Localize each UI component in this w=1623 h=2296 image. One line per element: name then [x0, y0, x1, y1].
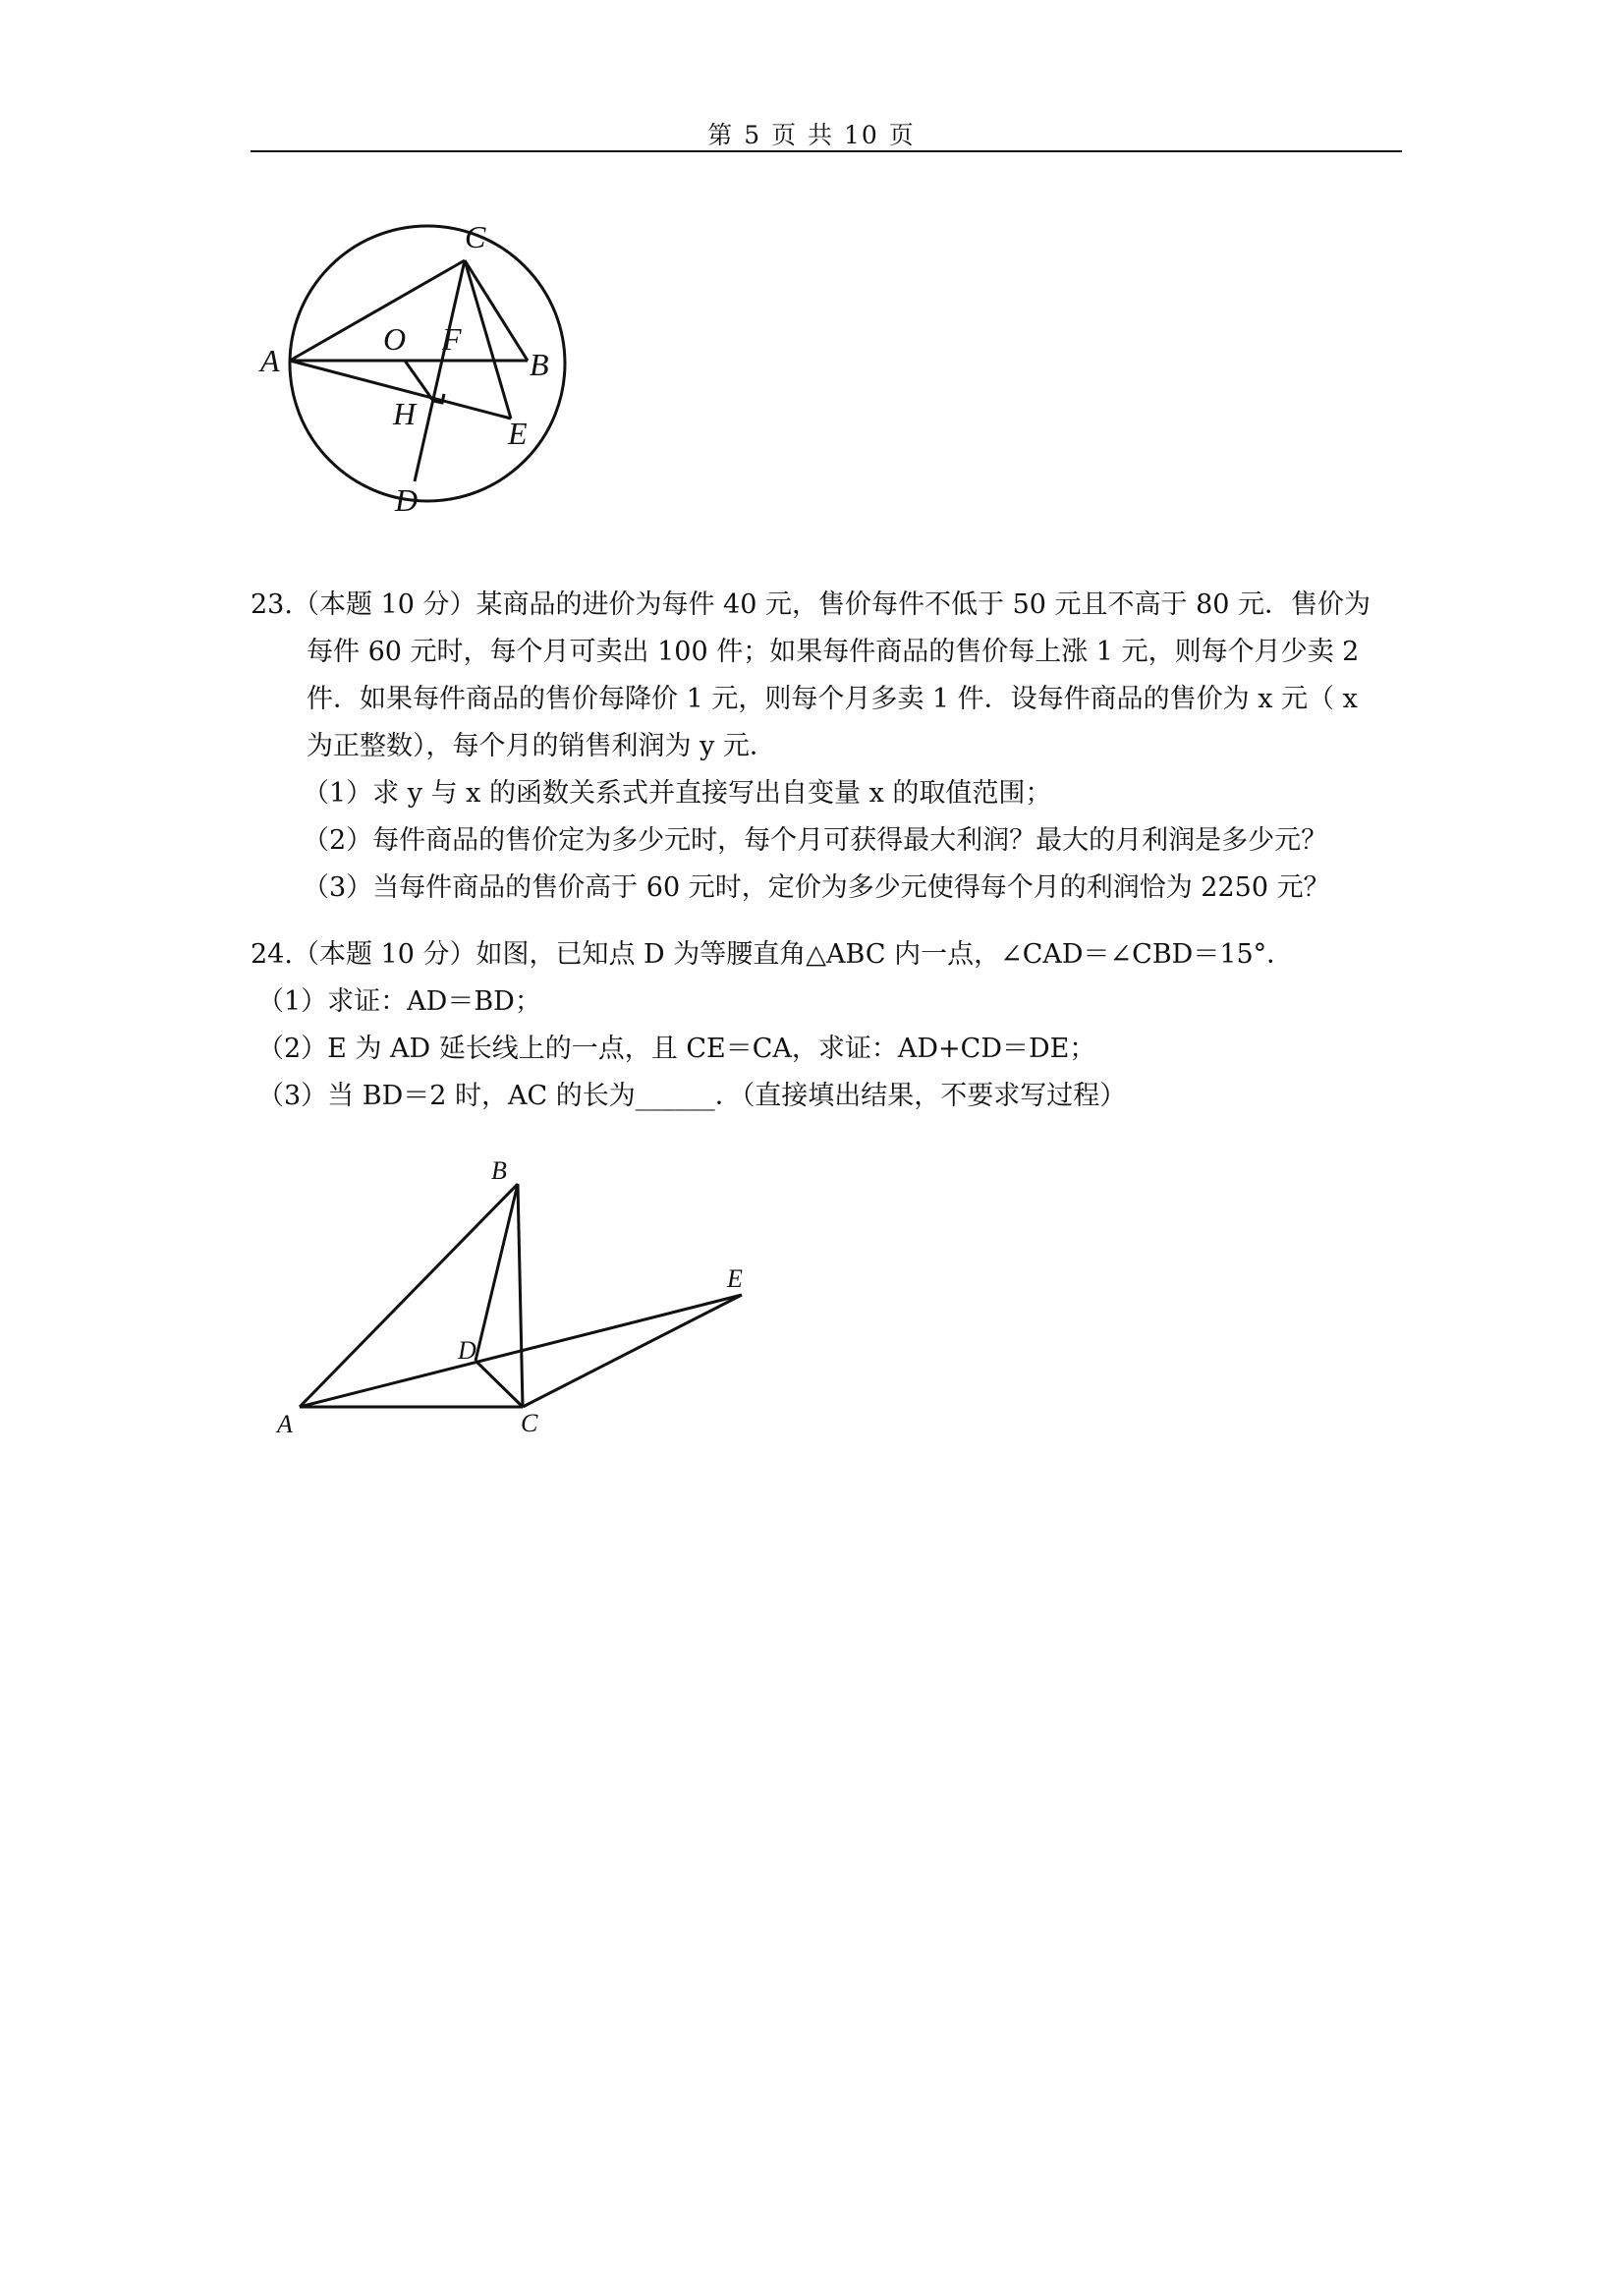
header-divider: [251, 150, 1402, 152]
segment-dc: [476, 1361, 523, 1407]
label-o: O: [383, 321, 407, 357]
q23-part3: （3）当每件商品的售价高于 60 元时，定价为多少元使得每个月的利润恰为 2250 元？: [303, 872, 1330, 903]
q23-line3: 件．如果每件商品的售价每降价 1 元，则每个月多卖 1 件．设每件商品的售价为 x 元（ x: [307, 684, 1358, 714]
label-h: H: [393, 396, 417, 431]
q23-part1: （1）求 y 与 x 的函数关系式并直接写出自变量 x 的取值范围；: [303, 778, 1052, 809]
segment-bc: [518, 1184, 523, 1407]
circle-o: [290, 226, 565, 501]
segment-bd: [476, 1184, 518, 1361]
q23-line2: 每件 60 元时，每个月可卖出 100 件；如果每件商品的售价每上涨 1 元，则每个月少卖 2: [307, 637, 1360, 667]
label-d: D: [458, 1336, 476, 1365]
label-b: B: [530, 347, 549, 382]
page-header: 第 5 页 共 10 页: [707, 121, 916, 149]
label-a: A: [260, 343, 280, 378]
segment-ac: [290, 260, 465, 361]
q24-part3: （3）当 BD＝2 时，AC 的长为______．（直接填出结果，不要求写过程）: [257, 1081, 1127, 1111]
q23-part2: （2）每件商品的售价定为多少元时，每个月可获得最大利润？最大的月利润是多少元？: [303, 825, 1328, 856]
label-d: D: [395, 482, 419, 518]
label-e: E: [508, 416, 528, 451]
label-a: A: [277, 1410, 293, 1438]
segment-cb: [465, 260, 528, 361]
label-c: C: [465, 219, 486, 254]
triangle-figure: [265, 1149, 766, 1444]
label-c: C: [521, 1409, 538, 1437]
segment-cd: [415, 260, 465, 481]
q24-line1: 24.（本题 10 分）如图，已知点 D 为等腰直角△ABC 内一点，∠CAD＝∠CBD＝15°．: [251, 939, 1294, 970]
label-b: B: [491, 1156, 507, 1185]
label-f: F: [442, 321, 462, 357]
q24-part1: （1）求证：AD＝BD；: [257, 986, 541, 1017]
segment-ce: [465, 260, 511, 419]
q23-line4: 为正整数），每个月的销售利润为 y 元．: [307, 731, 776, 761]
segment-ce: [523, 1295, 742, 1407]
segment-ab: [300, 1184, 518, 1407]
circle-figure: [251, 216, 585, 521]
q24-part2: （2）E 为 AD 延长线上的一点，且 CE＝CA，求证：AD+CD＝DE；: [257, 1034, 1096, 1064]
label-e: E: [727, 1264, 743, 1293]
q23-line1: 23.（本题 10 分）某商品的进价为每件 40 元，售价每件不低于 50 元且不高于 80 元．售价为: [251, 589, 1371, 620]
